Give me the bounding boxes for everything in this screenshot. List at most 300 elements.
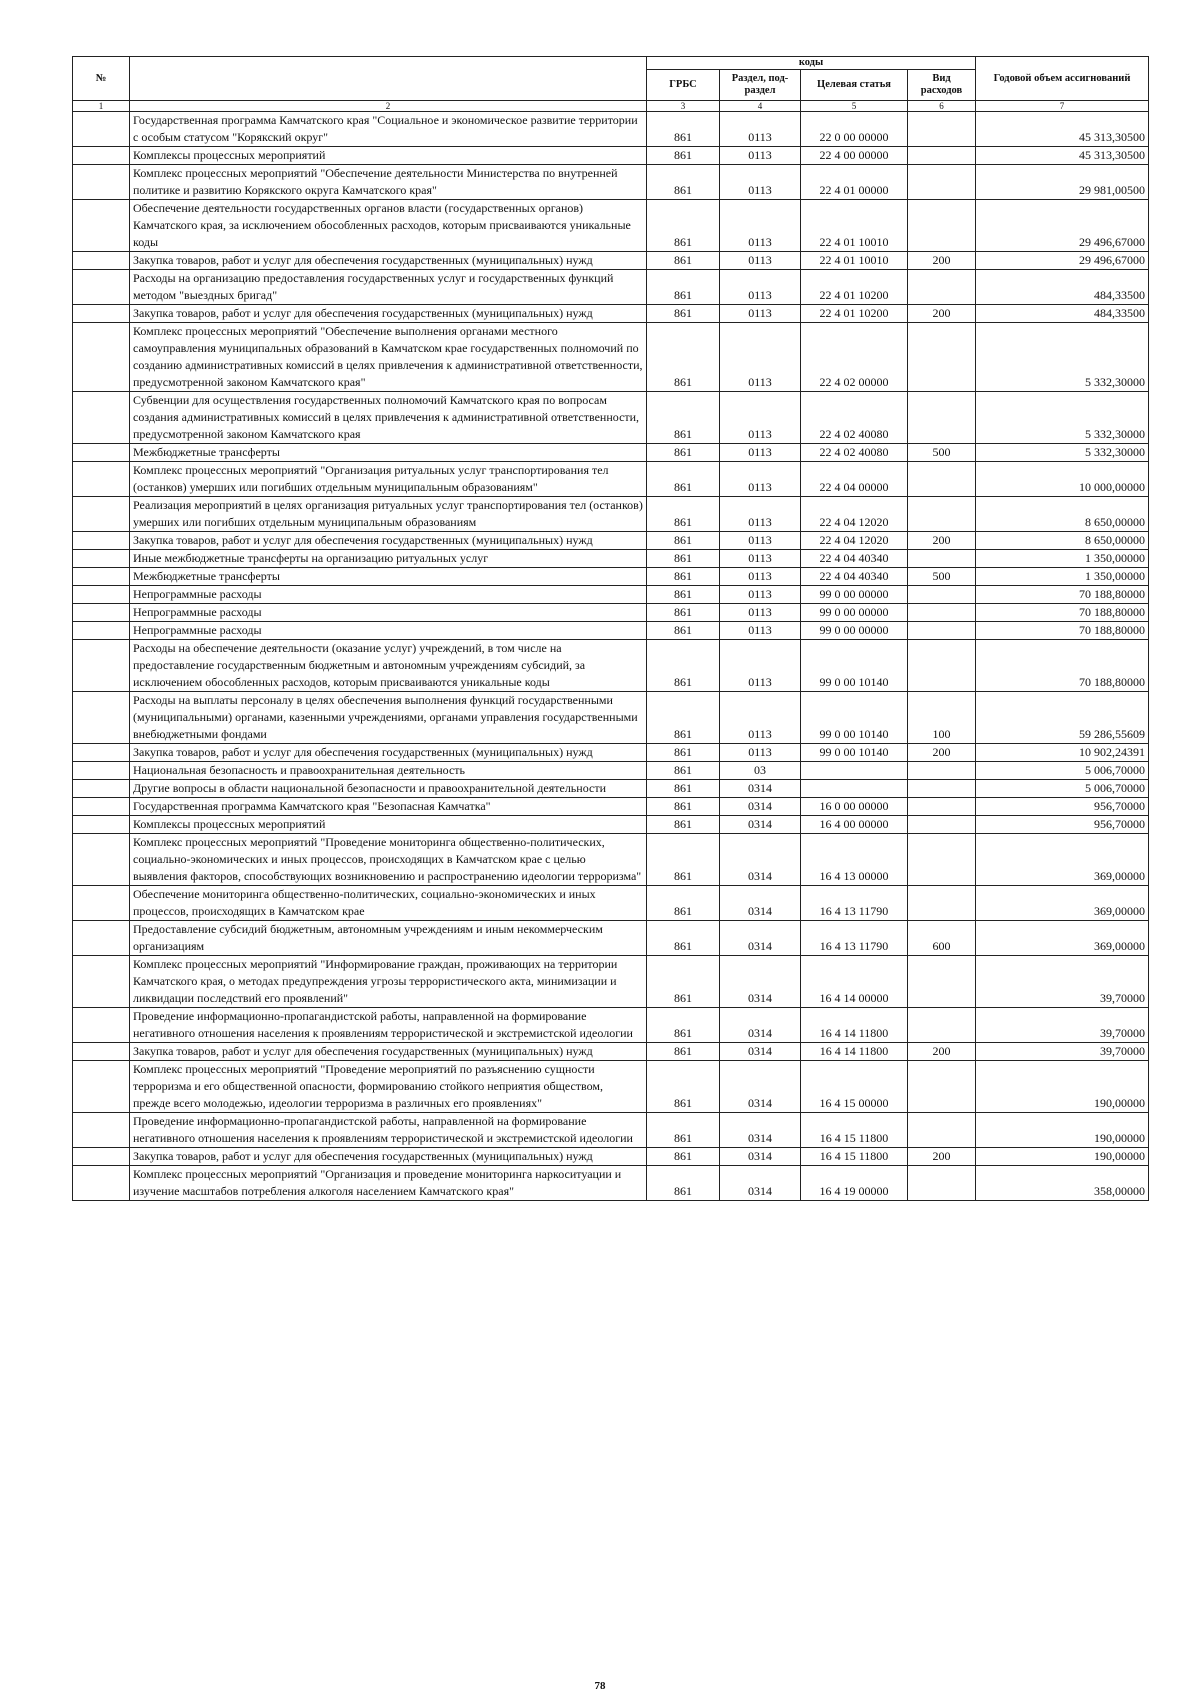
row-name: Государственная программа Камчатского края "Социальное и экономическое развитие территории с особым статусом "Корякский округ": [130, 112, 647, 147]
row-razdel: 0113: [720, 305, 801, 323]
row-razdel: 0113: [720, 586, 801, 604]
row-target: 99 0 00 00000: [801, 604, 908, 622]
row-target: 16 4 15 11800: [801, 1113, 908, 1148]
row-razdel: 0314: [720, 1008, 801, 1043]
row-amount: 59 286,55609: [976, 692, 1149, 744]
row-grbs: 861: [647, 762, 720, 780]
row-grbs: 861: [647, 1008, 720, 1043]
row-razdel: 0113: [720, 270, 801, 305]
row-number: [73, 622, 130, 640]
row-razdel: 0113: [720, 200, 801, 252]
row-number: [73, 798, 130, 816]
table-row: [73, 604, 1149, 622]
table-row: [73, 323, 1149, 392]
row-vid: 600: [908, 921, 976, 956]
row-grbs: 861: [647, 497, 720, 532]
row-number: [73, 112, 130, 147]
row-amount: 5 006,70000: [976, 780, 1149, 798]
table-row: [73, 1166, 1149, 1201]
row-amount: 29 981,00500: [976, 165, 1149, 200]
table-row: [73, 165, 1149, 200]
row-target: 22 4 01 10200: [801, 270, 908, 305]
row-razdel: 0314: [720, 886, 801, 921]
row-number: [73, 444, 130, 462]
table-row: [73, 798, 1149, 816]
table-row: [73, 956, 1149, 1008]
table-row: [73, 392, 1149, 444]
row-number: [73, 392, 130, 444]
row-target: 22 4 04 40340: [801, 550, 908, 568]
table-row: [73, 1061, 1149, 1113]
row-vid: [908, 1061, 976, 1113]
row-name: Комплекс процессных мероприятий "Обеспечение выполнения органами местного самоуправления муниципальных образований в Камчатском крае государственных полномочий по созданию административных комиссий в целях привлечения к административной ответственности, предусмотренной законом Камчатского края": [130, 323, 647, 392]
row-number: [73, 200, 130, 252]
row-razdel: 0113: [720, 550, 801, 568]
table-row: [73, 692, 1149, 744]
row-vid: [908, 886, 976, 921]
column-number: 3: [647, 101, 720, 112]
row-target: 22 4 04 12020: [801, 497, 908, 532]
row-amount: 10 000,00000: [976, 462, 1149, 497]
row-name: Проведение информационно-пропагандистской работы, направленной на формирование негативного отношения населения к проявлениям террористической и экстремистской идеологии: [130, 1008, 647, 1043]
row-grbs: 861: [647, 147, 720, 165]
row-amount: 10 902,24391: [976, 744, 1149, 762]
row-name: Закупка товаров, работ и услуг для обеспечения государственных (муниципальных) нужд: [130, 1148, 647, 1166]
row-vid: 200: [908, 305, 976, 323]
row-razdel: 0314: [720, 798, 801, 816]
row-number: [73, 1148, 130, 1166]
table-row: [73, 744, 1149, 762]
row-number: [73, 568, 130, 586]
row-grbs: 861: [647, 886, 720, 921]
row-target: 22 4 02 40080: [801, 392, 908, 444]
row-amount: 484,33500: [976, 270, 1149, 305]
row-name: Закупка товаров, работ и услуг для обеспечения государственных (муниципальных) нужд: [130, 532, 647, 550]
row-target: 99 0 00 00000: [801, 586, 908, 604]
header-razdel: Раздел, под-раздел: [720, 70, 801, 101]
row-vid: [908, 165, 976, 200]
row-target: 22 4 01 00000: [801, 165, 908, 200]
row-target: 22 4 04 00000: [801, 462, 908, 497]
row-number: [73, 323, 130, 392]
row-name: Межбюджетные трансферты: [130, 568, 647, 586]
row-grbs: 861: [647, 323, 720, 392]
row-amount: 8 650,00000: [976, 532, 1149, 550]
row-razdel: 0314: [720, 780, 801, 798]
row-target: 16 4 15 11800: [801, 1148, 908, 1166]
row-amount: 1 350,00000: [976, 568, 1149, 586]
column-number: 4: [720, 101, 801, 112]
row-vid: 200: [908, 1148, 976, 1166]
row-grbs: 861: [647, 444, 720, 462]
row-amount: 5 332,30000: [976, 444, 1149, 462]
row-number: [73, 834, 130, 886]
row-target: 99 0 00 10140: [801, 640, 908, 692]
row-grbs: 861: [647, 200, 720, 252]
row-target: 22 4 01 10200: [801, 305, 908, 323]
row-target: 22 4 04 40340: [801, 568, 908, 586]
row-grbs: 861: [647, 780, 720, 798]
row-amount: 8 650,00000: [976, 497, 1149, 532]
row-target: 22 4 04 12020: [801, 532, 908, 550]
row-amount: 29 496,67000: [976, 252, 1149, 270]
row-vid: [908, 604, 976, 622]
row-number: [73, 1008, 130, 1043]
row-grbs: 861: [647, 744, 720, 762]
row-name: Непрограммные расходы: [130, 622, 647, 640]
row-vid: [908, 640, 976, 692]
column-number: 6: [908, 101, 976, 112]
row-number: [73, 886, 130, 921]
header-vid: Вид расходов: [908, 70, 976, 101]
row-razdel: 0314: [720, 1148, 801, 1166]
column-number: 7: [976, 101, 1149, 112]
row-amount: 45 313,30500: [976, 147, 1149, 165]
row-name: Проведение информационно-пропагандистской работы, направленной на формирование негативного отношения населения к проявлениям террористической и экстремистской идеологии: [130, 1113, 647, 1148]
row-target: 99 0 00 00000: [801, 622, 908, 640]
row-target: 22 0 00 00000: [801, 112, 908, 147]
row-vid: 500: [908, 444, 976, 462]
header-target: Целевая статья: [801, 70, 908, 101]
table-row: [73, 550, 1149, 568]
row-razdel: 0314: [720, 1043, 801, 1061]
row-number: [73, 762, 130, 780]
table-row: [73, 497, 1149, 532]
row-name: Комплекс процессных мероприятий "Информирование граждан, проживающих на территории Камчатского края, о методах предупреждения угрозы террористического акта, минимизации и ликвидации последствий его проявлений": [130, 956, 647, 1008]
row-amount: 190,00000: [976, 1113, 1149, 1148]
row-name: Комплекс процессных мероприятий "Организация и проведение мониторинга наркоситуации и изучение масштабов потребления алкоголя населением Камчатского края": [130, 1166, 647, 1201]
row-vid: [908, 392, 976, 444]
table-row: [73, 622, 1149, 640]
row-name: Закупка товаров, работ и услуг для обеспечения государственных (муниципальных) нужд: [130, 305, 647, 323]
row-target: 16 0 00 00000: [801, 798, 908, 816]
row-razdel: 0113: [720, 323, 801, 392]
row-name: Непрограммные расходы: [130, 586, 647, 604]
row-grbs: 861: [647, 798, 720, 816]
row-razdel: 0113: [720, 112, 801, 147]
row-number: [73, 921, 130, 956]
row-razdel: 0113: [720, 444, 801, 462]
row-number: [73, 270, 130, 305]
row-number: [73, 586, 130, 604]
row-number: [73, 692, 130, 744]
row-grbs: 861: [647, 1166, 720, 1201]
row-vid: [908, 550, 976, 568]
table-row: [73, 640, 1149, 692]
row-number: [73, 252, 130, 270]
row-number: [73, 550, 130, 568]
row-vid: [908, 112, 976, 147]
row-number: [73, 956, 130, 1008]
row-razdel: 0314: [720, 834, 801, 886]
row-razdel: 0113: [720, 462, 801, 497]
row-target: 99 0 00 10140: [801, 744, 908, 762]
row-name: Реализация мероприятий в целях организация ритуальных услуг транспортирования тел (останков) умерших или погибших отдельным муниципальным образованиям: [130, 497, 647, 532]
row-razdel: 0113: [720, 692, 801, 744]
row-number: [73, 780, 130, 798]
row-number: [73, 1166, 130, 1201]
row-target: 16 4 14 00000: [801, 956, 908, 1008]
header-grbs: ГРБС: [647, 70, 720, 101]
row-number: [73, 640, 130, 692]
row-name: Предоставление субсидий бюджетным, автономным учреждениям и иным некоммерческим организациям: [130, 921, 647, 956]
row-amount: 190,00000: [976, 1061, 1149, 1113]
row-grbs: 861: [647, 921, 720, 956]
row-number: [73, 816, 130, 834]
row-number: [73, 532, 130, 550]
table-row: [73, 200, 1149, 252]
row-vid: [908, 497, 976, 532]
table-row: [73, 462, 1149, 497]
row-vid: [908, 462, 976, 497]
row-vid: [908, 798, 976, 816]
row-grbs: 861: [647, 532, 720, 550]
row-grbs: 861: [647, 622, 720, 640]
row-grbs: 861: [647, 305, 720, 323]
row-grbs: 861: [647, 586, 720, 604]
row-grbs: 861: [647, 550, 720, 568]
row-amount: 5 332,30000: [976, 392, 1149, 444]
row-target: 99 0 00 10140: [801, 692, 908, 744]
row-vid: 200: [908, 532, 976, 550]
row-vid: [908, 1166, 976, 1201]
table-row: [73, 568, 1149, 586]
row-razdel: 0113: [720, 252, 801, 270]
row-amount: 39,70000: [976, 956, 1149, 1008]
row-razdel: 0113: [720, 532, 801, 550]
row-target: 16 4 19 00000: [801, 1166, 908, 1201]
row-amount: 369,00000: [976, 834, 1149, 886]
row-vid: [908, 200, 976, 252]
row-grbs: 861: [647, 270, 720, 305]
row-razdel: 0314: [720, 1113, 801, 1148]
row-target: 16 4 14 11800: [801, 1043, 908, 1061]
row-target: 16 4 13 00000: [801, 834, 908, 886]
row-razdel: 0314: [720, 921, 801, 956]
row-number: [73, 1043, 130, 1061]
row-name: Другие вопросы в области национальной безопасности и правоохранительной деятельности: [130, 780, 647, 798]
row-name: Расходы на выплаты персоналу в целях обеспечения выполнения функций государственными (муниципальными) органами, казенными учреждениями, органами управления государственными внебюджетными фондами: [130, 692, 647, 744]
row-razdel: 0113: [720, 568, 801, 586]
row-name: Расходы на организацию предоставления государственных услуг и государственных функций методом "выездных бригад": [130, 270, 647, 305]
row-number: [73, 147, 130, 165]
row-number: [73, 1061, 130, 1113]
row-number: [73, 497, 130, 532]
row-vid: 200: [908, 1043, 976, 1061]
header-row-1: [73, 57, 1149, 70]
table-row: [73, 921, 1149, 956]
row-amount: 1 350,00000: [976, 550, 1149, 568]
row-razdel: 0113: [720, 497, 801, 532]
row-target: 22 4 02 00000: [801, 323, 908, 392]
column-number: 2: [130, 101, 647, 112]
page-number: 78: [594, 1680, 606, 1692]
row-vid: [908, 816, 976, 834]
budget-sheet: [72, 56, 1148, 1201]
row-amount: 369,00000: [976, 886, 1149, 921]
row-amount: 70 188,80000: [976, 622, 1149, 640]
column-number: 5: [801, 101, 908, 112]
row-name: Непрограммные расходы: [130, 604, 647, 622]
row-amount: 5 006,70000: [976, 762, 1149, 780]
table-row: [73, 816, 1149, 834]
row-name: Иные межбюджетные трансферты на организацию ритуальных услуг: [130, 550, 647, 568]
row-razdel: 0113: [720, 165, 801, 200]
row-grbs: 861: [647, 1061, 720, 1113]
row-grbs: 861: [647, 640, 720, 692]
row-grbs: 861: [647, 165, 720, 200]
table-row: [73, 252, 1149, 270]
row-name: Закупка товаров, работ и услуг для обеспечения государственных (муниципальных) нужд: [130, 252, 647, 270]
row-amount: 190,00000: [976, 1148, 1149, 1166]
row-vid: [908, 323, 976, 392]
row-vid: 500: [908, 568, 976, 586]
row-number: [73, 462, 130, 497]
header-name: [130, 57, 647, 101]
row-name: Межбюджетные трансферты: [130, 444, 647, 462]
row-grbs: 861: [647, 956, 720, 1008]
table-row: [73, 305, 1149, 323]
header-amount: Годовой объем ассигнований: [976, 57, 1149, 101]
row-amount: 29 496,67000: [976, 200, 1149, 252]
row-name: Комплексы процессных мероприятий: [130, 816, 647, 834]
budget-table: [72, 56, 1149, 1201]
row-razdel: 0113: [720, 147, 801, 165]
row-razdel: 0314: [720, 1061, 801, 1113]
row-vid: [908, 1008, 976, 1043]
row-target: 16 4 15 00000: [801, 1061, 908, 1113]
table-row: [73, 1008, 1149, 1043]
row-razdel: 03: [720, 762, 801, 780]
table-row: [73, 444, 1149, 462]
row-name: Закупка товаров, работ и услуг для обеспечения государственных (муниципальных) нужд: [130, 1043, 647, 1061]
row-amount: 358,00000: [976, 1166, 1149, 1201]
row-number: [73, 744, 130, 762]
row-amount: 956,70000: [976, 798, 1149, 816]
row-name: Субвенции для осуществления государственных полномочий Камчатского края по вопросам создания административных комиссий в целях привлечения к административной ответственности, предусмотренной законом Камчатского края: [130, 392, 647, 444]
row-grbs: 861: [647, 392, 720, 444]
row-number: [73, 604, 130, 622]
row-grbs: 861: [647, 1148, 720, 1166]
table-row: [73, 762, 1149, 780]
row-vid: [908, 1113, 976, 1148]
row-name: Государственная программа Камчатского края "Безопасная Камчатка": [130, 798, 647, 816]
row-amount: 956,70000: [976, 816, 1149, 834]
row-razdel: 0113: [720, 640, 801, 692]
row-amount: 39,70000: [976, 1043, 1149, 1061]
row-grbs: 861: [647, 816, 720, 834]
row-razdel: 0113: [720, 604, 801, 622]
column-numbers-row: [73, 101, 1149, 112]
row-target: [801, 762, 908, 780]
row-target: 16 4 00 00000: [801, 816, 908, 834]
row-vid: 100: [908, 692, 976, 744]
row-amount: 70 188,80000: [976, 586, 1149, 604]
table-body: [73, 112, 1149, 1201]
row-amount: 45 313,30500: [976, 112, 1149, 147]
table-row: [73, 1148, 1149, 1166]
row-name: Закупка товаров, работ и услуг для обеспечения государственных (муниципальных) нужд: [130, 744, 647, 762]
header-no: №: [73, 57, 130, 101]
row-razdel: 0314: [720, 1166, 801, 1201]
row-grbs: 861: [647, 252, 720, 270]
table-row: [73, 532, 1149, 550]
row-target: 16 4 14 11800: [801, 1008, 908, 1043]
table-row: [73, 1043, 1149, 1061]
row-target: 22 4 00 00000: [801, 147, 908, 165]
row-name: Комплекс процессных мероприятий "Организация ритуальных услуг транспортирования тел (останков) умерших или погибших отдельным муниципальным образованиям": [130, 462, 647, 497]
row-vid: [908, 622, 976, 640]
row-name: Расходы на обеспечение деятельности (оказание услуг) учреждений, в том числе на предоставление государственным бюджетным и автономным учреждениям субсидий, за исключением обособленных расходов, которым присваиваются уникальные коды: [130, 640, 647, 692]
row-number: [73, 1113, 130, 1148]
table-row: [73, 886, 1149, 921]
row-target: 22 4 02 40080: [801, 444, 908, 462]
row-name: Комплекс процессных мероприятий "Проведение мониторинга общественно-политических, социально-экономических и иных процессов, происходящих в Камчатском крае с целью выявления факторов, способствующих возникновению и распространению идеологии терроризма": [130, 834, 647, 886]
row-target: 22 4 01 10010: [801, 200, 908, 252]
row-target: 22 4 01 10010: [801, 252, 908, 270]
row-vid: [908, 270, 976, 305]
table-row: [73, 1113, 1149, 1148]
row-amount: 70 188,80000: [976, 604, 1149, 622]
row-grbs: 861: [647, 568, 720, 586]
row-number: [73, 305, 130, 323]
row-grbs: 861: [647, 462, 720, 497]
row-name: Национальная безопасность и правоохранительная деятельность: [130, 762, 647, 780]
row-amount: 70 188,80000: [976, 640, 1149, 692]
table-row: [73, 112, 1149, 147]
row-vid: [908, 762, 976, 780]
row-grbs: 861: [647, 1043, 720, 1061]
row-name: Обеспечение мониторинга общественно-политических, социально-экономических и иных процессов, происходящих в Камчатском крае: [130, 886, 647, 921]
row-amount: 369,00000: [976, 921, 1149, 956]
table-row: [73, 147, 1149, 165]
table-row: [73, 270, 1149, 305]
row-vid: [908, 147, 976, 165]
row-target: 16 4 13 11790: [801, 886, 908, 921]
row-grbs: 861: [647, 604, 720, 622]
row-vid: [908, 956, 976, 1008]
row-razdel: 0314: [720, 816, 801, 834]
table-row: [73, 780, 1149, 798]
row-name: Обеспечение деятельности государственных органов власти (государственных органов) Камчатского края, за исключением обособленных расходов, которым присваиваются уникальные коды: [130, 200, 647, 252]
row-amount: 39,70000: [976, 1008, 1149, 1043]
header-codes: коды: [647, 57, 976, 70]
row-vid: 200: [908, 744, 976, 762]
row-razdel: 0314: [720, 956, 801, 1008]
row-name: Комплекс процессных мероприятий "Обеспечение деятельности Министерства по внутренней политике и развитию Корякского округа Камчатского края": [130, 165, 647, 200]
row-grbs: 861: [647, 692, 720, 744]
row-grbs: 861: [647, 834, 720, 886]
row-grbs: 861: [647, 112, 720, 147]
row-target: [801, 780, 908, 798]
row-name: Комплекс процессных мероприятий "Проведение мероприятий по разъяснению сущности терроризма и его общественной опасности, формированию стойкого неприятия обществом, прежде всего молодежью, идеологии терроризма в различных его проявлениях": [130, 1061, 647, 1113]
row-amount: 484,33500: [976, 305, 1149, 323]
row-vid: 200: [908, 252, 976, 270]
row-grbs: 861: [647, 1113, 720, 1148]
row-razdel: 0113: [720, 744, 801, 762]
row-amount: 5 332,30000: [976, 323, 1149, 392]
row-razdel: 0113: [720, 622, 801, 640]
row-target: 16 4 13 11790: [801, 921, 908, 956]
table-row: [73, 586, 1149, 604]
row-vid: [908, 834, 976, 886]
row-vid: [908, 586, 976, 604]
column-number: 1: [73, 101, 130, 112]
row-razdel: 0113: [720, 392, 801, 444]
row-name: Комплексы процессных мероприятий: [130, 147, 647, 165]
row-number: [73, 165, 130, 200]
table-row: [73, 834, 1149, 886]
